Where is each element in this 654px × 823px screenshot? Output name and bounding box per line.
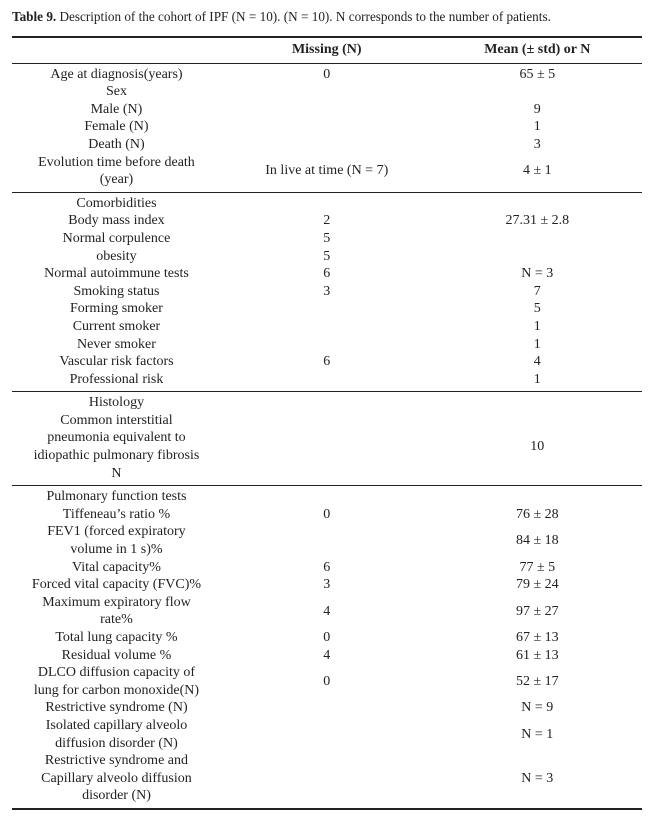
table-row — [12, 101, 642, 119]
cell-missing: 6 — [323, 354, 331, 370]
table-row — [12, 392, 642, 412]
cell-characteristic: Vital capacity% — [71, 559, 161, 575]
table-row — [12, 576, 642, 594]
cell-mean — [433, 230, 642, 248]
cell-characteristic: Male (N) — [90, 101, 143, 117]
cell-mean: 4 — [533, 354, 541, 370]
cell-characteristic: Isolated capillary alveolo diffusion disorder (N) — [45, 717, 188, 751]
cell-characteristic: Normal autoimmune tests — [44, 266, 189, 282]
cell-mean — [433, 392, 642, 412]
cell-mean: N = 3 — [521, 266, 554, 282]
cell-mean — [433, 248, 642, 266]
cell-characteristic: Smoking status — [73, 283, 160, 299]
cell-characteristic: Pulmonary function tests — [12, 486, 221, 506]
table-row — [12, 353, 642, 371]
cell-mean: 1 — [533, 336, 541, 352]
cell-mean: 61 ± 13 — [515, 647, 559, 663]
cell-mean: 1 — [533, 119, 541, 135]
cell-characteristic: Death (N) — [88, 136, 145, 152]
cell-mean: 10 — [530, 439, 545, 455]
table-row — [12, 83, 642, 101]
cell-characteristic: Sex — [105, 84, 127, 100]
table-row — [12, 300, 642, 318]
cell-mean: 3 — [533, 136, 541, 152]
cell-mean: 1 — [533, 371, 541, 387]
caption-text: Description of the cohort of IPF (N = 10). (N = 10). N corresponds to the number of patients. — [59, 9, 551, 24]
cell-mean: 79 ± 24 — [515, 577, 559, 593]
table-row — [12, 192, 642, 212]
cell-missing — [221, 392, 433, 412]
cell-characteristic: Total lung capacity % — [55, 630, 178, 645]
cell-mean: 52 ± 17 — [515, 673, 559, 689]
table-row — [12, 664, 642, 699]
cell-characteristic: Comorbidities — [12, 192, 221, 212]
cell-missing — [221, 412, 433, 486]
cell-mean: 7 — [533, 283, 541, 299]
cell-missing — [221, 371, 433, 392]
cell-mean — [433, 83, 642, 101]
table-row — [12, 63, 642, 83]
table-section — [12, 392, 642, 486]
cell-missing — [221, 523, 433, 558]
cell-characteristic: Never smoker — [77, 336, 156, 352]
table-row — [12, 371, 642, 392]
table-row — [12, 118, 642, 136]
cell-missing — [221, 318, 433, 336]
cell-characteristic: Residual volume % — [61, 647, 172, 663]
cell-mean: 4 ± 1 — [522, 163, 552, 179]
header-missing: Missing (N) — [221, 37, 433, 63]
table-row — [12, 154, 642, 193]
cell-missing: 6 — [323, 559, 331, 575]
header-characteristic — [12, 37, 221, 63]
table-row — [12, 594, 642, 629]
cell-mean: 65 ± 5 — [519, 66, 556, 82]
cell-missing — [221, 192, 433, 212]
table-row — [12, 336, 642, 354]
cell-mean: N = 9 — [521, 700, 554, 716]
header-row — [12, 37, 642, 63]
table-row — [12, 559, 642, 577]
cell-mean: 67 ± 13 — [515, 630, 559, 645]
cell-characteristic: Female (N) — [84, 119, 149, 135]
cell-mean: 9 — [533, 101, 541, 117]
cell-characteristic: Current smoker — [72, 318, 161, 334]
cell-mean: N = 1 — [521, 726, 554, 742]
cell-missing: 6 — [323, 266, 331, 282]
table-row — [12, 230, 642, 248]
table-row — [12, 136, 642, 154]
table-row — [12, 717, 642, 752]
cell-missing: 3 — [323, 283, 331, 299]
table-row — [12, 629, 642, 647]
cell-missing — [221, 717, 433, 752]
cell-mean — [433, 486, 642, 506]
cell-missing: 0 — [323, 66, 331, 82]
cell-characteristic: Professional risk — [69, 371, 164, 387]
table-row — [12, 647, 642, 665]
cohort-table — [12, 36, 642, 810]
cell-missing: 0 — [323, 673, 331, 689]
cell-mean: 5 — [533, 301, 541, 317]
cell-characteristic: Histology — [12, 392, 221, 412]
cell-characteristic: Forced vital capacity (FVC)% — [31, 577, 202, 593]
header-mean: Mean (± std) or N — [433, 37, 642, 63]
table-row — [12, 212, 642, 230]
cell-characteristic: Age at diagnosis(years) — [50, 66, 183, 82]
cell-characteristic: Vascular risk factors — [59, 354, 174, 370]
cell-mean: 84 ± 18 — [515, 533, 559, 549]
cell-missing: 2 — [323, 213, 331, 229]
table-row — [12, 486, 642, 506]
table-row — [12, 318, 642, 336]
table-section — [12, 192, 642, 392]
table-section — [12, 63, 642, 192]
cell-characteristic: Forming smoker — [69, 301, 163, 317]
cell-characteristic: Maximum expiratory flow rate% — [42, 594, 191, 628]
cell-missing: 3 — [323, 577, 331, 593]
cell-missing: 4 — [323, 647, 331, 663]
cell-characteristic: obesity — [96, 248, 137, 264]
cell-missing — [221, 136, 433, 154]
table-section — [12, 486, 642, 809]
table-label: Table 9. — [12, 9, 57, 24]
cell-missing — [221, 699, 433, 717]
cell-missing: 0 — [323, 506, 331, 522]
cell-characteristic: Evolution time before death (year) — [38, 154, 195, 188]
cell-characteristic: FEV1 (forced expiratory volume in 1 s)% — [47, 524, 186, 558]
cell-mean: 76 ± 28 — [515, 506, 559, 522]
cell-characteristic: Normal corpulence — [62, 230, 171, 246]
cell-mean — [433, 192, 642, 212]
cell-characteristic: Body mass index — [68, 213, 165, 229]
cell-missing — [221, 336, 433, 354]
cell-characteristic: Restrictive syndrome (N) — [45, 700, 188, 716]
cell-missing — [221, 752, 433, 809]
cell-mean: 1 — [533, 318, 541, 334]
cell-missing — [221, 118, 433, 136]
cell-characteristic: Tiffeneau’s ratio % — [62, 506, 171, 522]
table-caption — [12, 9, 551, 25]
table-row — [12, 752, 642, 809]
table-row — [12, 283, 642, 301]
cell-characteristic: Common interstitial pneumonia equivalent to idiopathic pulmonary fibrosis N — [33, 412, 200, 481]
table-row — [12, 523, 642, 558]
cell-missing — [221, 101, 433, 119]
cell-mean: N = 3 — [433, 752, 642, 809]
cell-missing: 5 — [323, 230, 331, 246]
table-row — [12, 506, 642, 524]
table-row — [12, 412, 642, 486]
table-row — [12, 699, 642, 717]
cell-mean: 97 ± 27 — [515, 603, 559, 619]
cell-missing: 4 — [323, 603, 331, 619]
cell-characteristic: DLCO diffusion capacity of lung for carbon monoxide(N) — [33, 665, 200, 698]
cell-mean: 77 ± 5 — [519, 559, 556, 575]
cell-missing: 0 — [323, 630, 331, 645]
cell-missing — [221, 300, 433, 318]
cell-characteristic: Restrictive syndrome and Capillary alveolo diffusion disorder (N) — [12, 752, 221, 809]
cell-missing — [221, 83, 433, 101]
table-row — [12, 248, 642, 266]
cell-missing: In live at time (N = 7) — [265, 163, 389, 179]
cell-mean: 27.31 ± 2.8 — [505, 213, 570, 229]
table-row — [12, 265, 642, 283]
cell-missing: 5 — [323, 248, 331, 264]
cell-missing — [221, 486, 433, 506]
